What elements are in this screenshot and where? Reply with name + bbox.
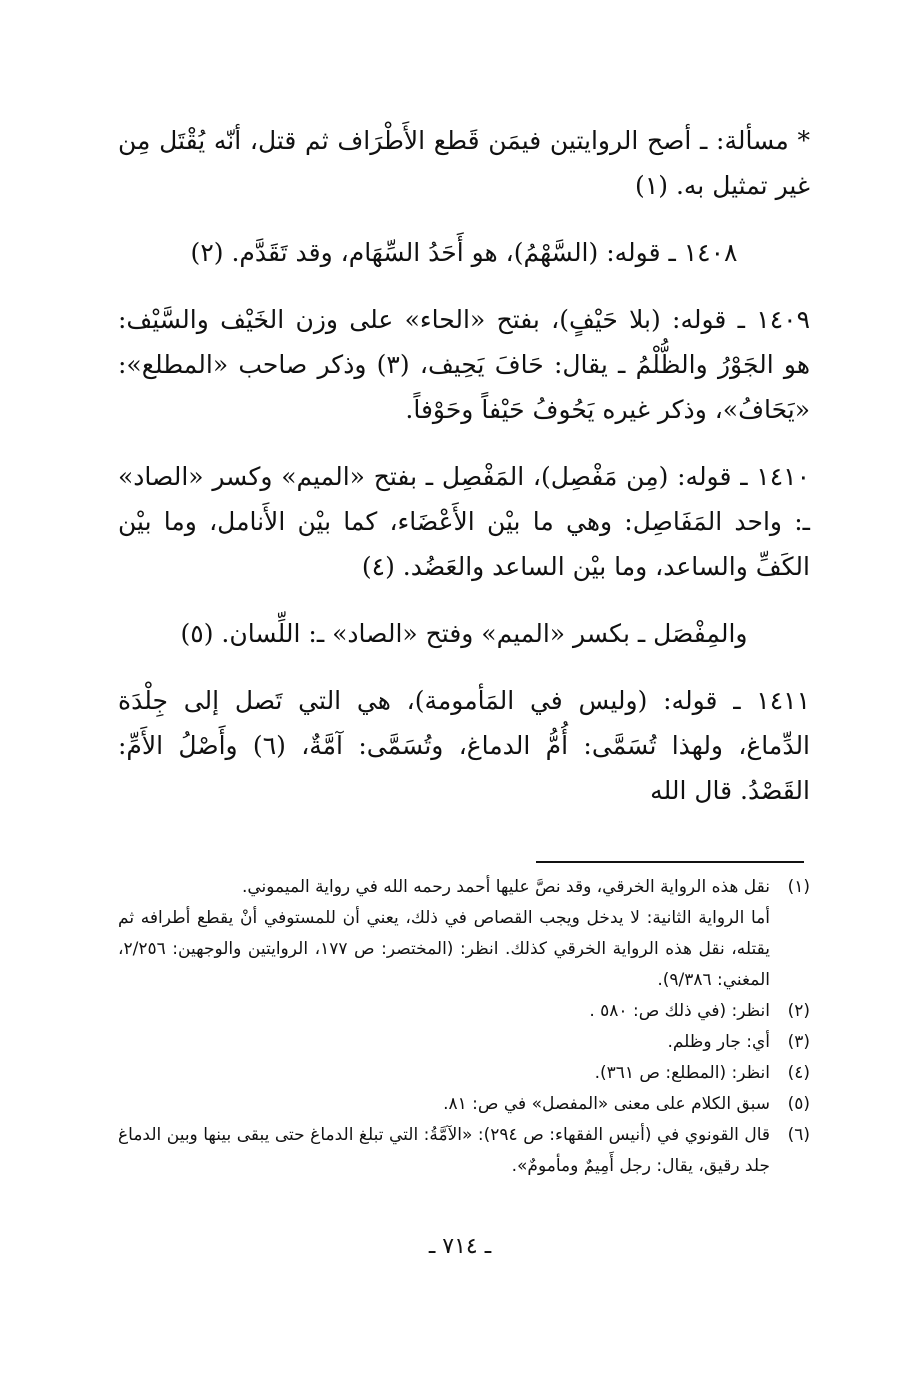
main-text [118, 118, 810, 835]
paragraph-1410: ١٤١٠ ـ قوله: (مِن مَفْصِل)، المَفْصِل ـ بفتح «الميم» وكسر «الصاد» ـ: واحد المَفَاصِل: وهي ما بيْن الأَعْضَاء، كما بيْن الأَنامل، وما بيْن الكَفِّ والساعد، وما بيْن الساعد والعَضُد. (٤) [118, 462, 810, 581]
paragraph-1411: ١٤١١ ـ قوله: (وليس في المَأمومة)، هي التي تَصل إلى جِلْدَة الدِّماغ، ولهذا تُسَمَّى: أُمُّ الدماغ، وتُسَمَّى: آمَّةٌ، (٦) وأَصْلُ الأَمِّ: القَصْدُ. قال الله [118, 686, 811, 805]
footnote-6 [118, 1120, 810, 1182]
paragraph-mifsal: والمِفْصَل ـ بكسر «الميم» وفتح «الصاد» ـ: اللِّسان. (٥) [180, 619, 748, 648]
paragraph-1408: ١٤٠٨ ـ قوله: (السَّهْمُ)، هو أَحَدُ السِّهَام، وقد تَقَدَّم. (٢) [190, 238, 738, 267]
footnote-number: (٢) [787, 1001, 810, 1021]
footnote-text: أي: جار وظلم. [667, 1032, 770, 1052]
footnote-number: (٦) [787, 1125, 810, 1145]
footnote-4 [118, 1058, 810, 1089]
footnote-2 [118, 996, 810, 1027]
footnote-text [118, 872, 770, 996]
footnotes [118, 872, 810, 1182]
footnote-number: (٣) [787, 1032, 810, 1052]
footnote-text: انظر: (المطلع: ص ٣٦١). [594, 1063, 770, 1083]
footnote-text: انظر: (في ذلك ص: ٥٨٠ . [589, 1001, 770, 1021]
footnote-text: سبق الكلام على معنى «المفصل» في ص: ٨١. [443, 1094, 770, 1114]
footnote-3 [118, 1027, 810, 1058]
footnote-number: (١) [787, 877, 810, 897]
footnote-line: أما الرواية الثانية: لا يدخل ويجب القصاص في ذلك، يعني أن للمستوفي أنْ يقطع أطرافه ثم يقتله، نقل هذه الرواية الخرقي كذلك. انظر: (المختصر: ص ١٧٧، الروايتين والوجهين: ٢/٢٥٦، المغني: ٩/٣٨٦). [118, 908, 770, 990]
paragraph-1409: ١٤٠٩ ـ قوله: (بلا حَيْفٍ)، بفتح «الحاء» على وزن الخَيْف والسَّيْف: هو الجَوْرُ والظُّلْمُ ـ يقال: حَافَ يَحِيف، (٣) وذكر صاحب «المطلع»: «يَحَافُ»، وذكر غيره يَحُوفُ حَيْفاً وحَوْفاً. [118, 305, 811, 424]
footnote-number: (٥) [787, 1094, 810, 1114]
footnote-5 [118, 1089, 810, 1120]
page-number: ـ ٧١٤ ـ [428, 1234, 492, 1259]
footnote-text: قال القونوي في (أنيس الفقهاء: ص ٢٩٤): «الآمَّةُ: التي تبلغ الدماغ حتى يبقى بينها وبين الدماغ جلد رقيق، يقال: رجل أَمِيمٌ ومأمومٌ». [118, 1125, 771, 1176]
footnote-line: نقل هذه الرواية الخرقي، وقد نصَّ عليها أحمد رحمه الله في رواية الميموني. [241, 877, 770, 897]
footnote-number: (٤) [787, 1063, 810, 1083]
paragraph-masala: * مسألة: ـ أصح الروايتين فيمَن قَطع الأَطْرَاف ثم قتل، أنّه يُقْتَل مِن غير تمثيل به. (١) [118, 126, 810, 200]
footnote-1 [118, 872, 810, 996]
footnote-divider [536, 861, 804, 863]
